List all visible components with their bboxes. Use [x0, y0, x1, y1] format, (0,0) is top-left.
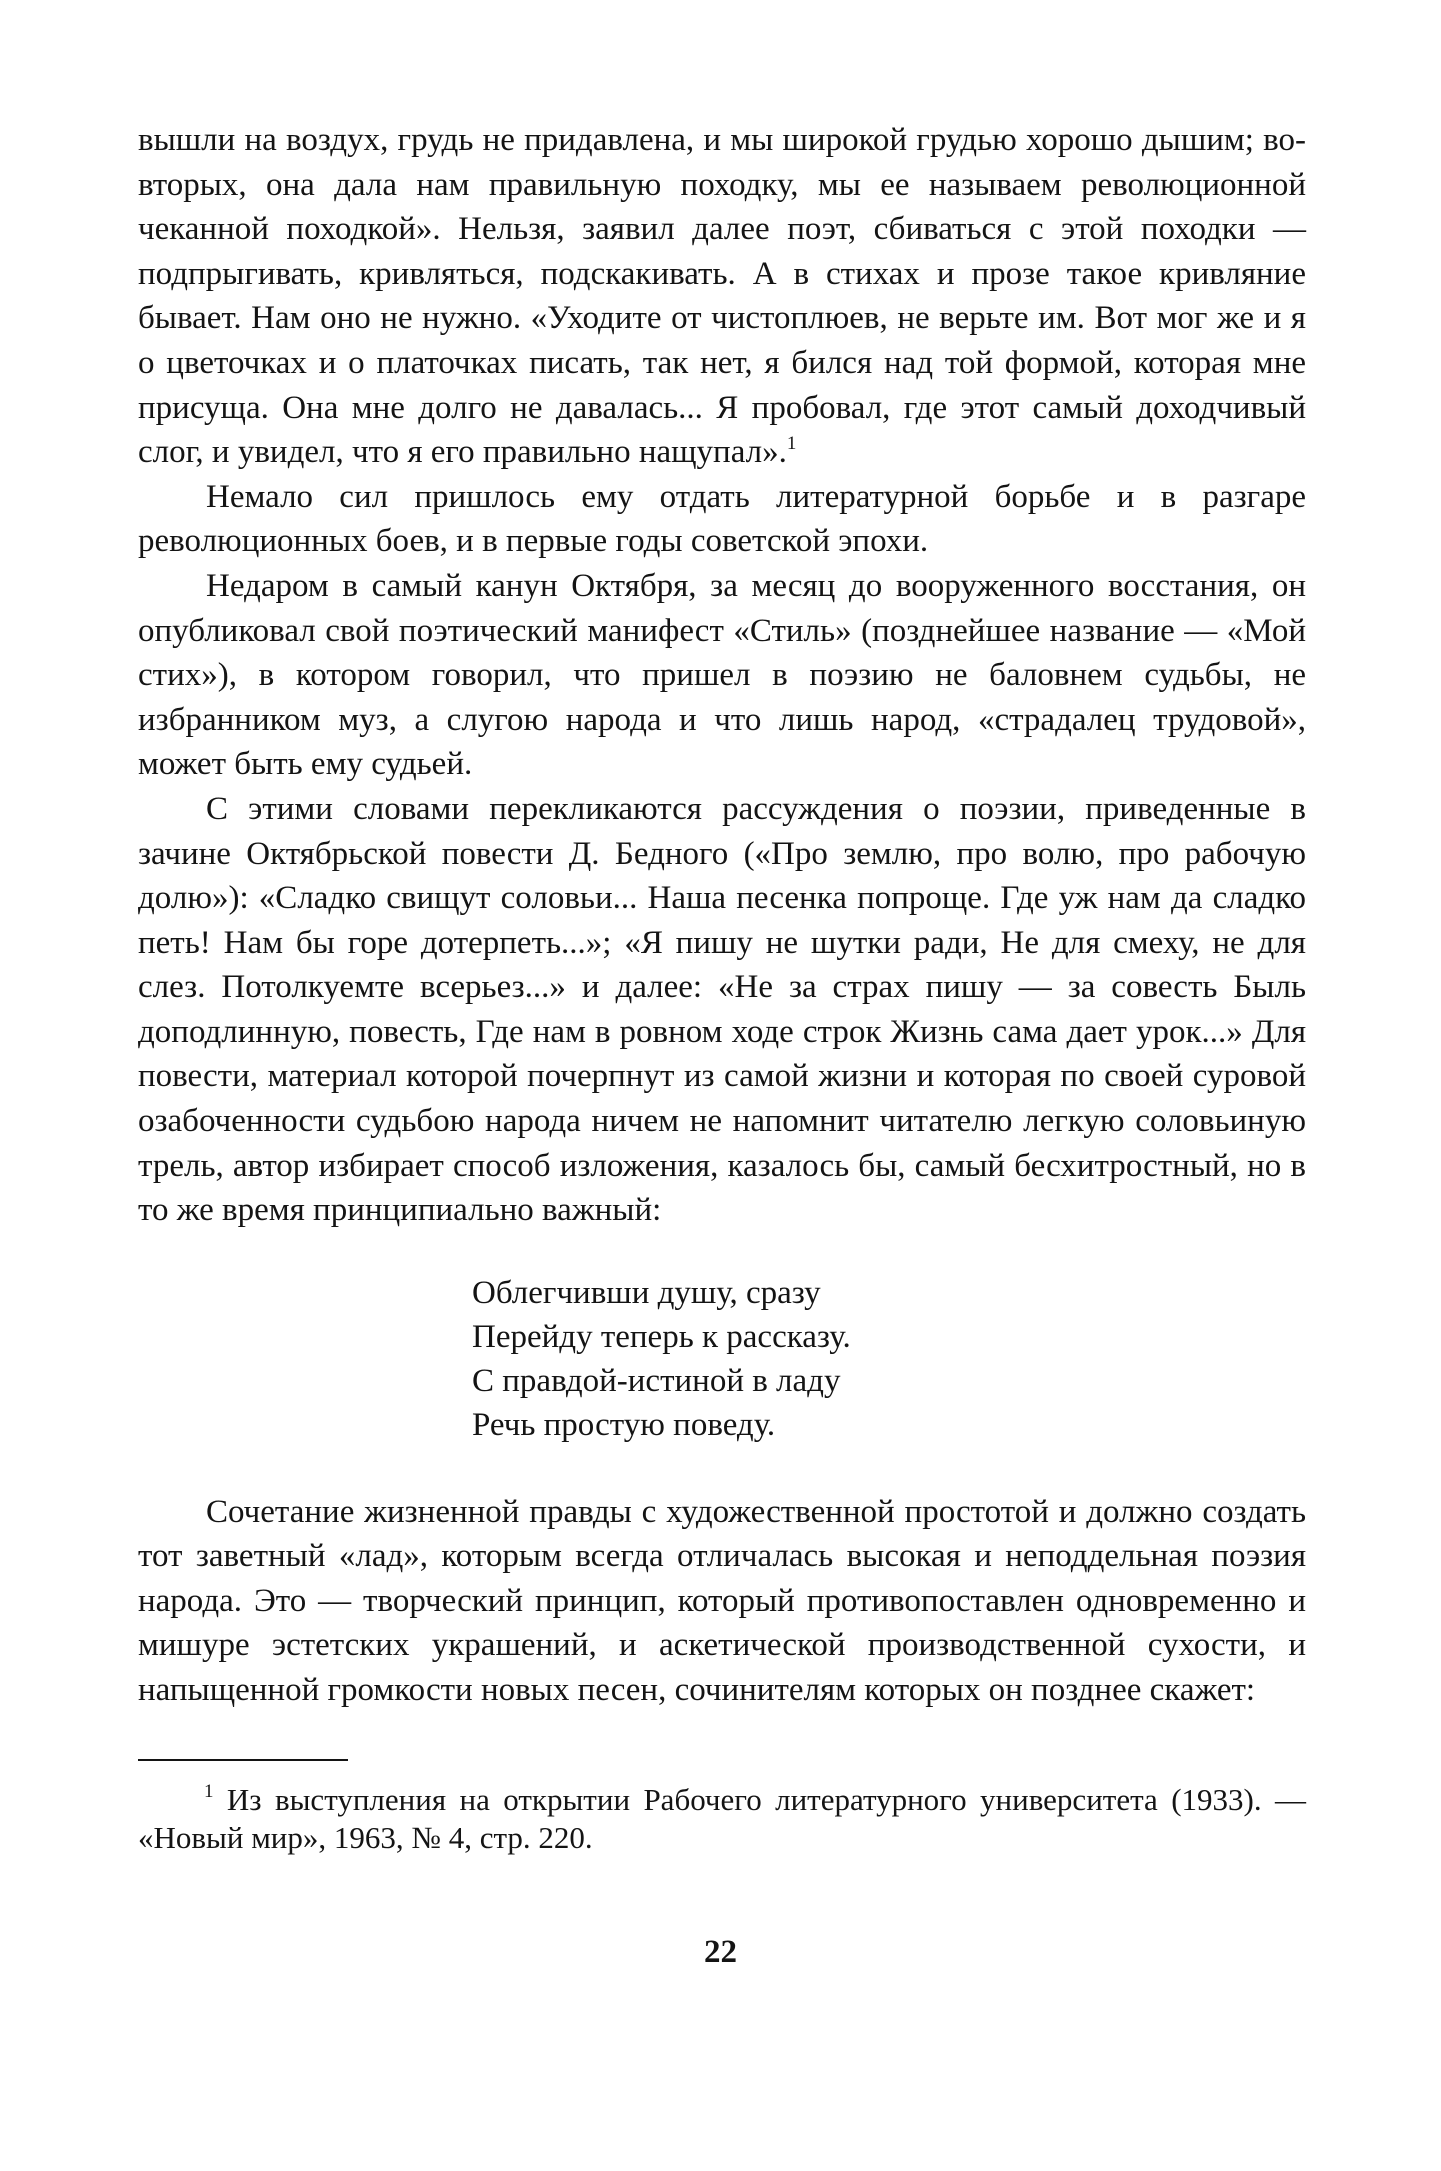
footnote — [138, 1781, 1306, 1857]
paragraph-continued — [138, 118, 1306, 475]
paragraph: Немало сил пришлось ему отдать литературной борьбе и в разгаре революционных боев, и в первые годы советской эпохи. — [138, 478, 1306, 560]
paragraph: Сочетание жизненной правды с художественной простотой и должно создать тот заветный «лад», которым всегда отличалась высокая и неподдельная поэзия народа. Это — творческий принцип, который противопоставлен одновременно и мишуре эстетских украшений, и аскетической производственной сухости, и напыщенной громкости новых песен, сочинителям которых он позднее скажет: — [138, 1493, 1306, 1709]
paragraph: С этими словами перекликаются рассуждения о поэзии, приведенные в зачине Октябрьской повести Д. Бедного («Про землю, про волю, про рабочую долю»): «Сладко свищут соловьи... Наша песенка попроще. Где уж нам да сладко петь! Нам бы горе дотерпеть...»; «Я пишу не шутки ради, Не для смеху, не для слез. Потолкуемте всерьез...» и далее: «Не за страх пишу — за совесть Быль доподлинную, повесть, Где нам в ровном ходе строк Жизнь сама дает урок...» Для повести, материал которой почерпнут из самой жизни и которая по своей суровой озабоченности судьбою народа ничем не напомнит читателю легкую соловьиную трель, автор избирает способ изложения, казалось бы, самый бесхитростный, но в то же время принципиально важный: — [138, 790, 1306, 1229]
verse-line: Облегчивши душу, сразу — [472, 1274, 821, 1311]
footnote-marker: 1 — [204, 1780, 214, 1802]
verse-line: С правдой-истиной в ладу — [472, 1363, 841, 1400]
footnote-text: Из выступления на открытии Рабочего литературного университета (1933). — «Новый мир», 1963, № 4, стр. 220. — [138, 1781, 1307, 1855]
page-number: 22 — [704, 1934, 737, 1970]
verse-line: Речь простую поведу. — [472, 1407, 776, 1444]
verse-quote — [472, 1271, 1306, 1448]
footnote-reference: 1 — [786, 433, 797, 455]
paragraph: Недаром в самый канун Октября, за месяц до вооруженного восстания, он опубликовал свой поэтический манифест «Стиль» (позднейшее название — «Мой стих»), в котором говорил, что пришел в поэзию не баловнем судьбы, не избранником муз, а слугою народа и что лишь народ, «страдалец трудовой», может быть ему судьей. — [138, 567, 1306, 783]
footnote-divider — [138, 1759, 348, 1761]
paragraph-text: вышли на воздух, грудь не придавлена, и мы широкой грудью хорошо дышим; во-вторых, она дала нам правильную походку, мы ее называем революционной чеканной походкой». Нельзя, заявил далее поэт, сбиваться с этой походки — подпрыгивать, кривляться, подскакивать. А в стихах и прозе такое кривляние бывает. Нам оно не нужно. «Уходите от чистоплюев, не верьте им. Вот мог же и я о цветочках и о платочках писать, так нет, я бился над той формой, которая мне присуща. Она мне долго не давалась... Я пробовал, где этот самый доходчивый слог, и увидел, что я его правильно нащупал». — [138, 122, 1306, 471]
verse-line: Перейду теперь к рассказу. — [472, 1319, 851, 1356]
page-body — [138, 118, 1306, 1857]
